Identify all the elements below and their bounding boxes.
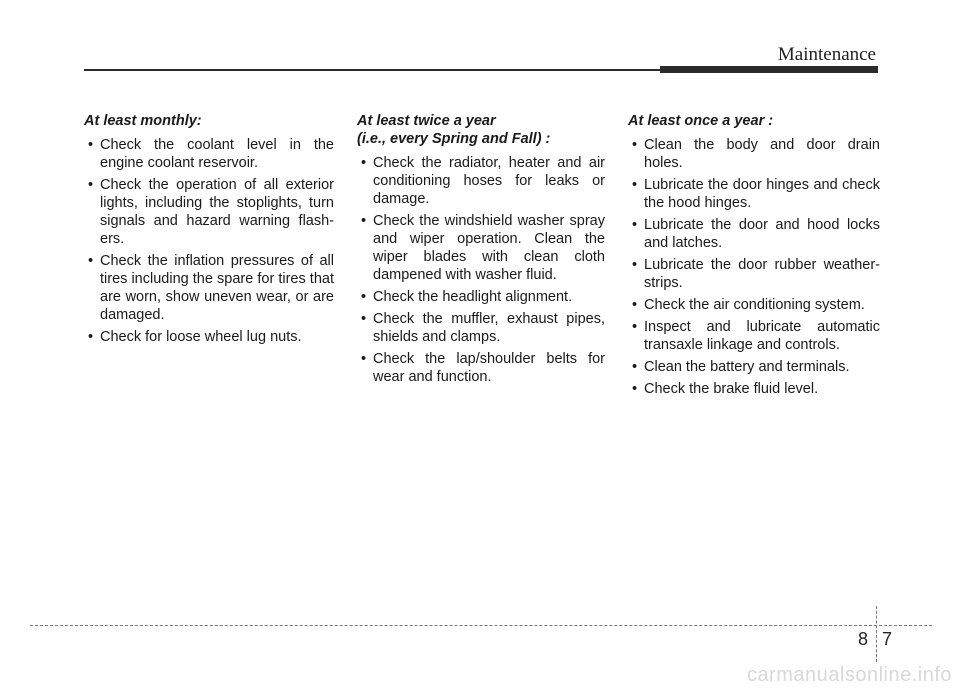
- section-twice-yearly: [357, 112, 605, 390]
- checklist-item: • Check the brake fluid level.: [628, 380, 880, 398]
- checklist-item: • Lubricate the door rubber weather- strips.: [628, 256, 880, 292]
- checklist-item: • Check the windshield washer spray and wiper operation. Clean the wiper blades with clean cloth dampened with washer fluid.: [357, 212, 605, 284]
- checklist: [84, 136, 334, 346]
- checklist-item: • Check the headlight alignment.: [357, 288, 605, 306]
- checklist: [357, 154, 605, 386]
- header-rule-thin: [84, 69, 660, 71]
- checklist-item: • Check for loose wheel lug nuts.: [84, 328, 334, 346]
- section-yearly: [628, 112, 880, 402]
- heading-line: At least twice a year: [357, 113, 496, 129]
- checklist-item: • Check the muffler, exhaust pipes, shields and clamps.: [357, 310, 605, 346]
- checklist-item: • Clean the battery and terminals.: [628, 358, 880, 376]
- checklist-item: • Check the radiator, heater and air conditioning hoses for leaks or damage.: [357, 154, 605, 208]
- section-heading: [84, 112, 334, 130]
- checklist-item: • Lubricate the door and hood locks and latches.: [628, 216, 880, 252]
- checklist: [628, 136, 880, 398]
- watermark: carmanualsonline.info: [746, 664, 952, 686]
- footer-page-divider: [876, 606, 877, 662]
- section-heading: [628, 112, 880, 130]
- checklist-item: • Check the inflation pressures of all tires including the spare for tires that are worn, show uneven wear, or are damaged.: [84, 252, 334, 324]
- section-heading: [357, 112, 605, 148]
- checklist-item: • Check the lap/shoulder belts for wear and function.: [357, 350, 605, 386]
- heading-line: (i.e., every Spring and Fall) :: [357, 131, 551, 147]
- footer-divider: [30, 625, 932, 626]
- page-number: 7: [882, 629, 893, 649]
- chapter-number: 8: [858, 629, 869, 649]
- header-rule-thick: [660, 66, 878, 73]
- page-header-title: Maintenance: [777, 44, 876, 65]
- heading-line: At least once a year :: [628, 113, 774, 129]
- checklist-item: • Inspect and lubricate automatic transaxle linkage and controls.: [628, 318, 880, 354]
- heading-line: At least monthly:: [84, 113, 202, 129]
- checklist-item: • Check the coolant level in the engine coolant reservoir.: [84, 136, 334, 172]
- checklist-item: • Check the operation of all exterior lights, including the stoplights, turn signals and hazard warning flash- ers.: [84, 176, 334, 248]
- checklist-item: • Clean the body and door drain holes.: [628, 136, 880, 172]
- checklist-item: • Lubricate the door hinges and check the hood hinges.: [628, 176, 880, 212]
- section-monthly: [84, 112, 334, 350]
- checklist-item: • Check the air conditioning system.: [628, 296, 880, 314]
